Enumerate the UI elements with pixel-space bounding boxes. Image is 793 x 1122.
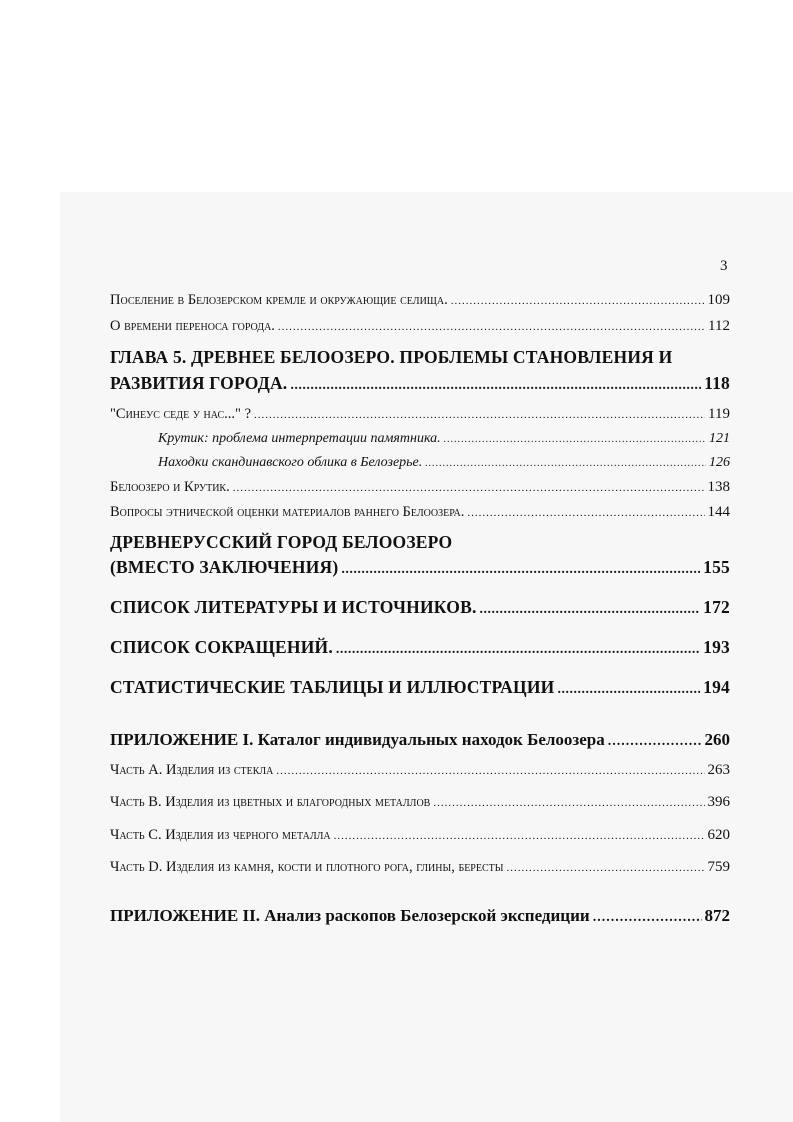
dot-leader [593,910,702,926]
toc-entry-title: Часть C. Изделия из черного металла [110,827,331,843]
toc-entry-title: "Синеус седе у нас..." ? [110,406,252,422]
dot-leader [278,321,705,333]
toc-entry-title: СПИСОК СОКРАЩЕНИЙ. [110,637,333,657]
toc-entry [110,504,730,521]
toc-entry [110,859,730,876]
dot-leader [290,378,701,394]
toc-entry-page: 759 [707,859,730,875]
toc-chapter-entry [110,597,730,618]
toc-chapter-entry [110,373,730,394]
toc-entry-title: ПРИЛОЖЕНИЕ II. Анализ раскопов Белозерской экспедиции [110,906,590,925]
dot-leader [276,765,704,777]
toc-chapter-entry [110,557,730,578]
toc-entry [110,762,730,779]
toc-entry-title: СПИСОК ЛИТЕРАТУРЫ И ИСТОЧНИКОВ. [110,597,477,617]
toc-entry-page: 109 [707,292,730,308]
toc-entry-title: Часть D. Изделия из камня, кости и плотного рога, глины, бересты [110,859,504,875]
toc-entry-page: 260 [704,730,730,749]
toc-entry-page: 620 [707,827,730,843]
toc-entry-page: 193 [703,637,730,657]
dot-leader [467,507,704,519]
dot-leader [433,797,704,809]
toc-entry [110,406,730,423]
dot-leader [341,562,700,578]
dot-leader [451,295,705,307]
toc-entry-page: 263 [707,762,730,778]
toc-entry-title: Крутик: проблема интерпретации памятника. [158,431,441,446]
toc-entry-title: Находки скандинавского облика в Белозерье. [158,455,423,470]
chapter-heading-line: ДРЕВНЕРУССКИЙ ГОРОД БЕЛООЗЕРО [110,532,453,552]
toc-entry-title: ПРИЛОЖЕНИЕ I. Каталог индивидуальных находок Белоозера [110,730,605,749]
toc-entry-page: 121 [709,431,730,446]
toc-entry [110,794,730,811]
page-number: 3 [720,258,728,274]
dot-leader [480,602,701,618]
dot-leader [425,458,706,469]
toc-entry-page: 172 [703,597,730,617]
toc-entry-title: Часть A. Изделия из стекла [110,762,274,778]
toc-entry-title: СТАТИСТИЧЕСКИЕ ТАБЛИЦЫ И ИЛЛЮСТРАЦИИ [110,677,555,697]
toc-entry-title: О времени переноса города. [110,318,275,334]
chapter-heading-line: ГЛАВА 5. ДРЕВНЕЕ БЕЛООЗЕРО. ПРОБЛЕМЫ СТАНОВЛЕНИЯ И [110,347,673,367]
dot-leader [254,409,705,421]
dot-leader [506,862,704,874]
dot-leader [233,482,705,494]
toc-entry-title: (ВМЕСТО ЗАКЛЮЧЕНИЯ) [110,557,339,577]
toc-entry-page: 118 [704,373,730,393]
dot-leader [336,642,700,658]
toc-entry-title: РАЗВИТИЯ ГОРОДА. [110,373,288,393]
toc-entry-page: 194 [703,677,730,697]
toc-entry-page: 126 [709,455,730,470]
dot-leader [608,734,702,750]
toc-entry [110,479,730,496]
toc-subentry [158,431,730,447]
toc-entry-title: Вопросы этнической оценки материалов раннего Белоозера. [110,504,465,520]
toc-entry-page: 144 [707,504,730,520]
toc-subentry [158,455,730,471]
toc-chapter-entry [110,677,730,698]
toc-entry-title: Белоозеро и Крутик. [110,479,230,495]
toc-entry [110,292,730,309]
toc-entry [110,827,730,844]
toc-entry-page: 872 [704,906,730,925]
toc-entry-page: 396 [707,794,730,810]
toc-entry-page: 112 [708,318,730,334]
toc-entry-title: Поселение в Белозерском кремле и окружающие селища. [110,292,448,308]
toc-entry-page: 119 [708,406,730,422]
toc-chapter-entry [110,637,730,658]
dot-leader [557,682,700,698]
toc-entry-page: 138 [707,479,730,495]
toc-entry-page: 155 [703,557,730,577]
toc-appendix-entry [110,730,730,750]
toc-entry-title: Часть B. Изделия из цветных и благородных металлов [110,794,431,810]
toc-appendix-entry [110,906,730,926]
dot-leader [334,830,705,842]
dot-leader [444,434,706,445]
toc-entry [110,318,730,335]
